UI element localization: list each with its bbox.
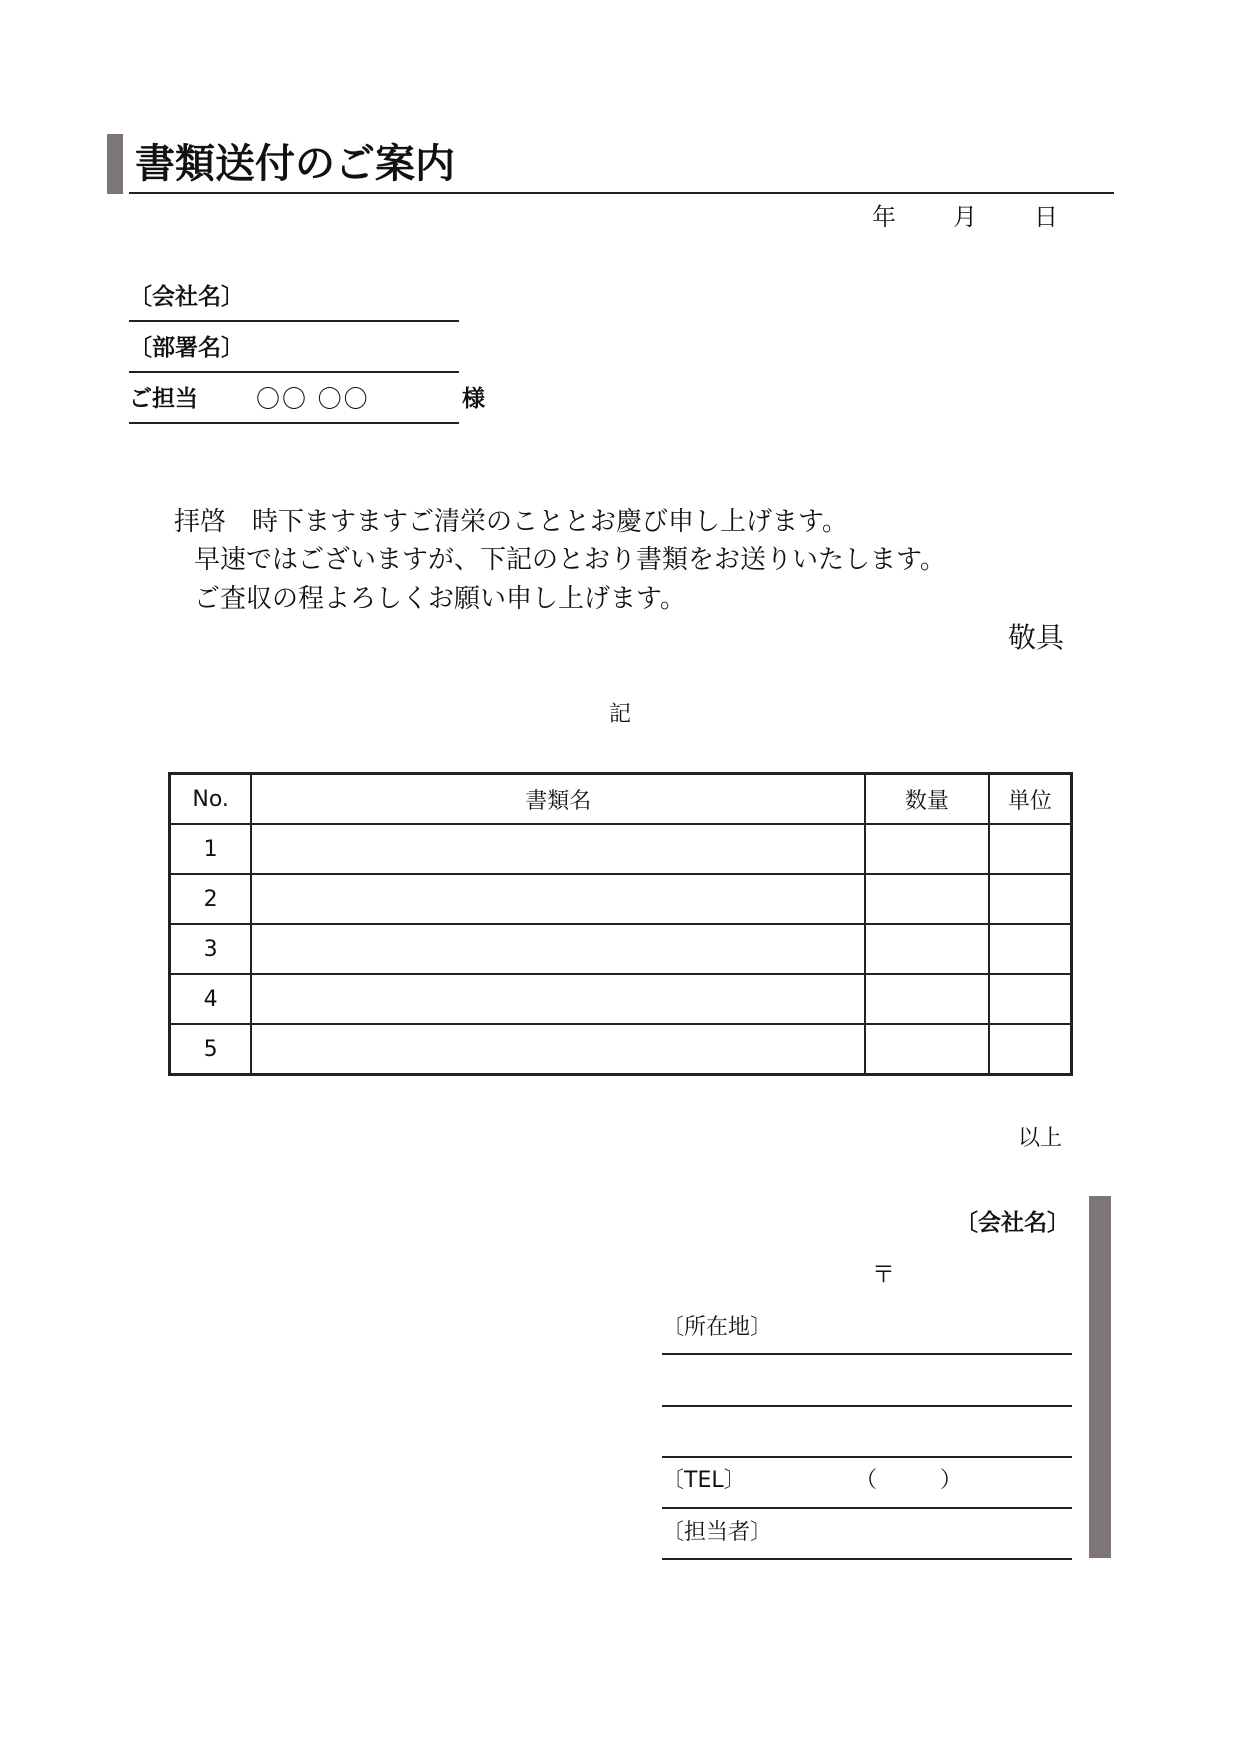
cell-no: 3 [170, 924, 252, 974]
closing-keigu: 敬具 [1008, 621, 1065, 654]
date-month: 月 [953, 203, 977, 231]
title-accent-bar [107, 134, 123, 194]
page-title: 書類送付のご案内 [135, 141, 455, 187]
cell-quantity [865, 1024, 989, 1075]
sender-accent-bar [1089, 1196, 1111, 1558]
date-day: 日 [1034, 203, 1058, 231]
sender-address-line-1 [662, 1353, 1072, 1355]
sender-address-line-2 [662, 1405, 1072, 1407]
tel-paren-open: （ [855, 1468, 878, 1493]
cell-unit [989, 824, 1072, 874]
cell-quantity [865, 824, 989, 874]
header-document-name: 書類名 [251, 774, 865, 825]
sender-tel-parens [855, 1466, 962, 1496]
tel-paren-close: ） [939, 1468, 962, 1493]
body-line-2: 早速ではございますが、下記のとおり書類をお送りいたします。 [194, 545, 946, 575]
cell-document-name [251, 824, 865, 874]
cell-document-name [251, 1024, 865, 1075]
table-row [170, 874, 1072, 924]
cell-quantity [865, 974, 989, 1024]
date-year: 年 [872, 203, 896, 231]
cell-quantity [865, 874, 989, 924]
header-unit: 単位 [989, 774, 1072, 825]
end-mark: 以上 [1018, 1126, 1063, 1151]
recipient-person-name: 〇〇 〇〇 [256, 385, 370, 413]
cell-unit [989, 1024, 1072, 1075]
postal-mark: 〒 [872, 1262, 895, 1288]
ki-mark: 記 [609, 702, 632, 727]
cell-unit [989, 924, 1072, 974]
table-header-row [170, 774, 1072, 825]
cell-unit [989, 974, 1072, 1024]
table-row [170, 824, 1072, 874]
sender-tel-label: 〔TEL〕 [662, 1468, 746, 1493]
body-line-3: ご査収の程よろしくお願い申し上げます。 [194, 584, 686, 614]
table-row [170, 924, 1072, 974]
sender-contact-label: 〔担当者〕 [662, 1520, 773, 1545]
sender-company-label: 〔会社名〕 [955, 1210, 1070, 1236]
cell-quantity [865, 924, 989, 974]
title-underline [129, 192, 1114, 194]
recipient-honorific: 様 [462, 386, 485, 412]
cell-document-name [251, 924, 865, 974]
cell-no: 4 [170, 974, 252, 1024]
recipient-department-label: 〔部署名〕 [129, 335, 244, 361]
recipient-person-line [129, 422, 459, 424]
cell-document-name [251, 874, 865, 924]
cell-no: 1 [170, 824, 252, 874]
recipient-person-label: ご担当 [129, 386, 198, 412]
header-no: No. [170, 774, 252, 825]
cell-no: 5 [170, 1024, 252, 1075]
recipient-company-label: 〔会社名〕 [129, 284, 244, 310]
sender-tel-line [662, 1507, 1072, 1509]
cell-unit [989, 874, 1072, 924]
table-row [170, 974, 1072, 1024]
cell-no: 2 [170, 874, 252, 924]
table-row [170, 1024, 1072, 1075]
cell-document-name [251, 974, 865, 1024]
sender-contact-line [662, 1558, 1072, 1560]
header-quantity: 数量 [865, 774, 989, 825]
recipient-department-line [129, 371, 459, 373]
sender-address-line-3 [662, 1456, 1072, 1458]
sender-address-label: 〔所在地〕 [662, 1315, 773, 1340]
document-items-table [168, 772, 1073, 1076]
recipient-company-line [129, 320, 459, 322]
body-line-1: 拝啓 時下ますますご清栄のこととお慶び申し上げます。 [174, 507, 848, 537]
